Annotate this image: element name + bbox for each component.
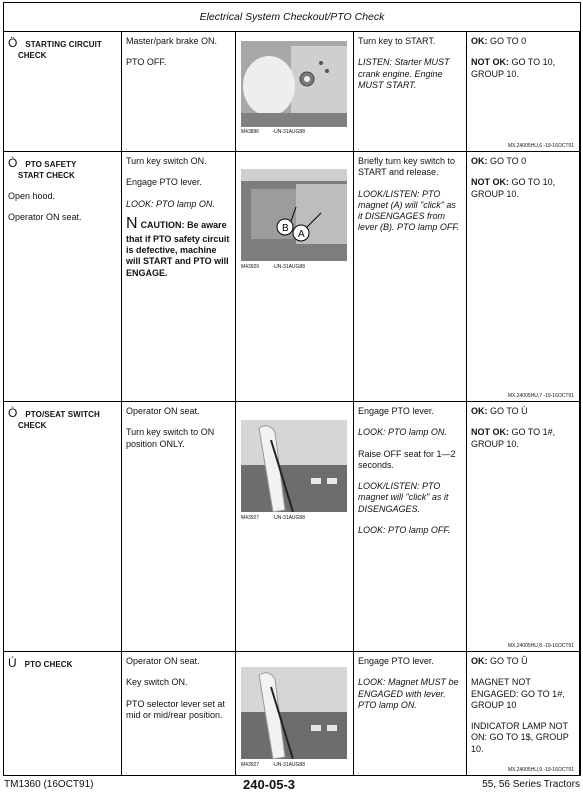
condition: Master/park brake ON. <box>126 36 218 46</box>
svg-text:A: A <box>298 229 305 240</box>
check-row-pto-seat-switch <box>3 402 581 652</box>
not-ok-action: GO TO 10, GROUP 10. <box>471 57 556 79</box>
photo-id: M43927 <box>241 515 260 521</box>
reference-code: MX,24005HU,9 -19-16OCT91 <box>507 767 574 773</box>
condition: PTO OFF. <box>126 57 167 68</box>
pto-lever-illustration <box>241 667 347 759</box>
pto-magnet-illustration <box>241 169 347 261</box>
condition: PTO selector lever set at mid or mid/rear position. <box>126 698 225 720</box>
condition: Turn key switch ON. <box>126 156 207 166</box>
photo-code: -UN-31AUG88 <box>272 129 305 135</box>
procedure-step: Engage PTO lever. <box>358 656 434 666</box>
ok-action: GO TO 0 <box>487 156 527 166</box>
key-switch-illustration <box>241 41 347 127</box>
check-row-starting-circuit <box>3 32 581 152</box>
photo-cell <box>236 402 354 651</box>
photo-caption <box>241 264 317 270</box>
procedure-step: Briefly turn key switch to START and release. <box>358 156 456 178</box>
conditions-cell <box>122 652 236 775</box>
footer-page-number: 240-05-3 <box>243 777 296 792</box>
not-ok-action: GO TO 1#, GROUP 10. <box>471 427 556 449</box>
setup-step: Open hood. <box>8 191 56 201</box>
look-condition: LOOK: PTO lamp ON. <box>126 198 215 209</box>
pto-lever-photo <box>241 667 347 759</box>
check-name-cell <box>4 32 122 151</box>
not-ok-label: NOT OK: <box>471 427 509 438</box>
photo-caption <box>241 762 317 768</box>
footer-model: 55, 56 Series Tractors <box>482 779 580 790</box>
ok-action: GO TO Ú <box>487 406 528 416</box>
condition: Key switch ON. <box>126 677 188 688</box>
result-cell <box>467 402 580 651</box>
step-symbol: Ò <box>8 156 18 170</box>
step-symbol: Ö <box>8 36 18 50</box>
conditions-cell <box>122 402 236 651</box>
result-cell <box>467 32 580 151</box>
procedure-step: Turn key to START. <box>358 36 436 46</box>
check-title: PTO/SEAT SWITCH <box>25 410 100 419</box>
key-switch-photo <box>241 41 347 127</box>
footer-manual-id: TM1360 (16OCT91) <box>4 779 94 790</box>
ok-action: GO TO 0 <box>487 36 527 46</box>
page-header <box>3 2 581 32</box>
not-ok-label: NOT OK: <box>471 177 509 188</box>
reference-code: MX,24005HU,8 -19-16OCT91 <box>507 643 574 649</box>
step-symbol: Ò <box>8 406 18 420</box>
conditions-cell <box>122 32 236 151</box>
magnet-not-engaged-action: MAGNET NOT ENGAGED: GO TO 1#, GROUP 10 <box>471 677 565 710</box>
caution-text: Be aware that if PTO safety circuit is defective, machine will START and PTO will ENGAGE. <box>126 219 230 278</box>
photo-code: -UN-31AUG88 <box>272 264 305 270</box>
not-ok-label: NOT OK: <box>471 57 509 68</box>
photo-cell <box>236 32 354 151</box>
pto-lever-photo <box>241 420 347 512</box>
procedure-step: Engage PTO lever. <box>358 406 434 416</box>
header-title: Electrical System Checkout/PTO Check <box>199 11 385 23</box>
photo-code: -UN-31AUG88 <box>272 515 305 521</box>
condition: Operator ON seat. <box>126 656 200 666</box>
page-footer <box>4 777 580 793</box>
photo-id: M43929 <box>241 264 260 270</box>
result-cell <box>467 152 580 401</box>
photo-cell <box>236 152 354 401</box>
photo-id: M43927 <box>241 762 260 768</box>
procedure-step: Raise OFF seat for 1—2 seconds. <box>358 448 456 470</box>
check-row-pto-safety <box>3 152 581 402</box>
caution-note <box>126 214 231 279</box>
check-title-line2: CHECK <box>18 51 47 60</box>
pto-lever-illustration <box>241 420 347 512</box>
condition: Operator ON seat. <box>126 406 200 416</box>
svg-text:B: B <box>282 223 289 234</box>
procedure-cell <box>354 402 467 651</box>
caution-label: CAUTION: <box>140 219 185 230</box>
condition: Engage PTO lever. <box>126 177 202 188</box>
photo-caption <box>241 515 317 521</box>
look-listen: LOOK/LISTEN: PTO magnet (A) will "click" as it DISENGAGES from lever (B). PTO lamp OFF. <box>358 188 460 233</box>
check-name-cell <box>4 652 122 775</box>
procedure-cell <box>354 152 467 401</box>
look-listen: LOOK: PTO lamp ON. <box>358 427 447 438</box>
step-symbol: Ú <box>8 656 17 670</box>
ok-label: OK: <box>471 406 488 416</box>
conditions-cell <box>122 152 236 401</box>
check-title: PTO CHECK <box>24 660 73 669</box>
ok-action: GO TO Û <box>487 656 528 666</box>
check-name-cell <box>4 152 122 401</box>
condition: Turn key switch to ON position ONLY. <box>126 427 215 449</box>
ok-label: OK: <box>471 156 488 166</box>
check-name-cell <box>4 402 122 651</box>
reference-code: MX,24005HU,6 -19-16OCT91 <box>507 143 574 149</box>
result-cell <box>467 652 580 775</box>
check-title-line2: CHECK <box>18 421 47 430</box>
check-row-pto <box>3 652 581 776</box>
look-listen: LOOK: PTO lamp OFF. <box>358 524 451 535</box>
photo-code: -UN-31AUG88 <box>272 762 305 768</box>
indicator-lamp-action: INDICATOR LAMP NOT ON: GO TO 1$, GROUP 10. <box>471 721 569 754</box>
ok-label: OK: <box>471 36 488 46</box>
check-title: STARTING CIRCUIT <box>25 40 102 49</box>
photo-cell <box>236 652 354 775</box>
procedure-cell <box>354 652 467 775</box>
look-listen: LISTEN: Starter MUST crank engine. Engine MUST START. <box>358 57 450 90</box>
not-ok-action: GO TO 10, GROUP 10. <box>471 177 556 199</box>
procedure-cell <box>354 32 467 151</box>
caution-icon: N <box>126 214 138 232</box>
look-listen: LOOK/LISTEN: PTO magnet will "click" as it DISENGAGES. <box>358 481 449 514</box>
look-listen: LOOK: Magnet MUST be ENGAGED with lever. PTO lamp ON. <box>358 677 459 710</box>
reference-code: MX,24005HU,7 -19-16OCT91 <box>507 393 574 399</box>
photo-id: M43896 <box>241 129 260 135</box>
setup-step: Operator ON seat. <box>8 212 82 223</box>
photo-caption <box>241 129 317 135</box>
check-title: PTO SAFETY <box>25 160 77 169</box>
check-title-line2: START CHECK <box>18 171 75 180</box>
pto-magnet-photo <box>241 169 347 261</box>
ok-label: OK: <box>471 656 488 666</box>
